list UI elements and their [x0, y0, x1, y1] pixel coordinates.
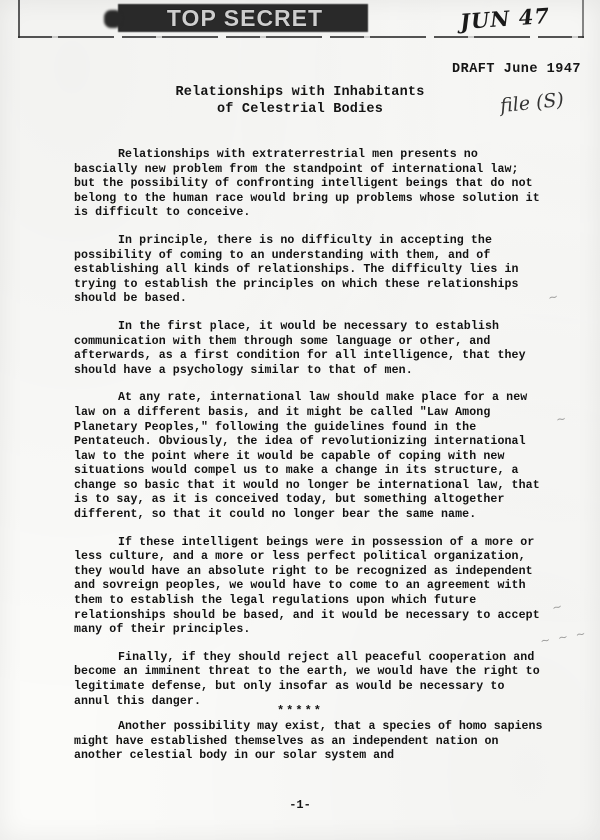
section-divider: *****	[276, 704, 323, 718]
margin-mark: ~ ~ ~	[539, 625, 589, 649]
body-paragraph: Relationships with extraterrestrial men presents no bascially new problem from the standpoint of international law; but the possibility of confronting intelligent beings that do not belong to the human race would bring up problems whose solution it is difficult to conceive.	[74, 148, 547, 220]
page-border-right	[582, 0, 584, 38]
body-paragraph: At any rate, international law should make place for a new law on a different basis, and it might be called "Law Among Planetary Peoples," following the guidelines found in the Pentateuch. Obviously, the idea of revolutionizing international law to the point where it would be capable of coping with new situations would compel us to make a change in its structure, a change so basic that it would no longer be international law, that is to say, as it is conceived today, but something altogether different, so that it could no longer bear the same name.	[74, 391, 547, 522]
document-body	[74, 148, 547, 722]
margin-mark: ~	[555, 411, 567, 427]
body-paragraph: In principle, there is no difficulty in accepting the possibility of coming to an understanding with them, and of establishing all kinds of relationships. The difficulty lies in trying to establish the principles on which these relationships should be based.	[74, 233, 526, 306]
handwritten-file-annotation: file (S)	[499, 88, 565, 118]
title-line-2: of Celestrial Bodies	[216, 102, 384, 117]
page-number: -1-	[289, 798, 311, 812]
page-border-left	[18, 0, 20, 38]
body-paragraph: Finally, if they should reject all peaceful cooperation and become an imminent threat to the earth, we would have the right to legitimate defense, but only insofar as would be necessary to annul this danger.	[74, 650, 547, 708]
handwritten-date-annotation: JUN 47	[459, 2, 551, 35]
draft-label: DRAFT June 1947	[452, 62, 582, 77]
page-title	[0, 84, 600, 118]
margin-mark: ~	[546, 289, 560, 305]
classification-stamp: TOP SECRET	[166, 5, 324, 31]
margin-mark: ~	[550, 598, 564, 616]
body-paragraph: In the first place, it would be necessary to establish communication with them through some language or other, and afterwards, as a first condition for all intelligence, that they should have a psychology similar to that of men.	[74, 319, 533, 377]
page-border-top	[18, 36, 584, 38]
title-line-1: Relationships with Inhabitants	[175, 85, 425, 100]
body-paragraph: If these intelligent beings were in possession of a more or less culture, and a more or less perfect political organization, they would have an absolute right to be recognized as independent and sovreign peoples, we would have to come to an agreement with them to establish the legal regulations upon which future relationships should be based, and it would be necessary to accept many of their principles.	[74, 535, 547, 637]
closing-paragraph: Another possibility may exist, that a species of homo sapiens might have established themselves as an independent nation on another celestial body in our solar system and	[74, 720, 550, 763]
